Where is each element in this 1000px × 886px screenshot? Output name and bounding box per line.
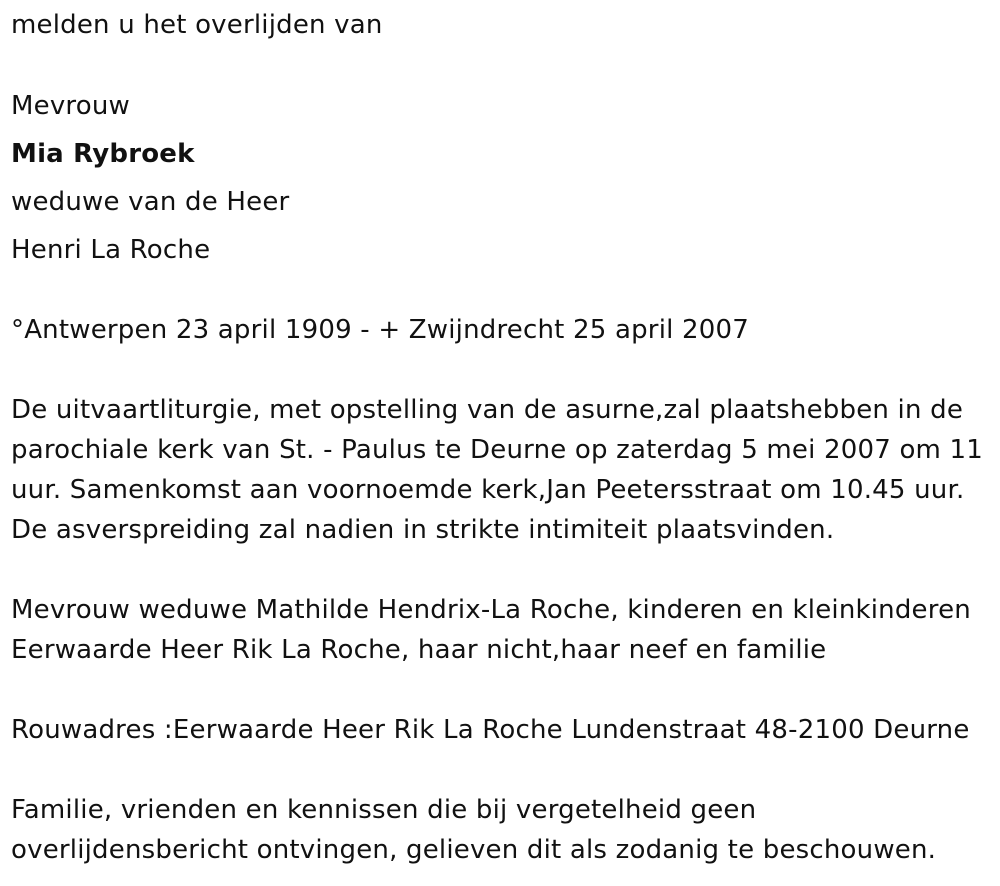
ceremony-line: uur. Samenkomst aan voornoemde kerk,Jan Peetersstraat om 10.45 uur.	[11, 475, 965, 505]
closing-line: overlijdensbericht ontvingen, gelieven dit als zodanig te beschouwen.	[11, 835, 937, 865]
deceased-name: Mia Rybroek	[11, 139, 195, 169]
family-line: Mevrouw weduwe Mathilde Hendrix-La Roche, kinderen en kleinkinderen	[11, 595, 971, 625]
spouse-name: Henri La Roche	[11, 235, 211, 265]
ceremony-line: De asverspreiding zal nadien in strikte intimiteit plaatsvinden.	[11, 515, 835, 545]
intro-text: melden u het overlijden van	[11, 10, 383, 40]
birth-death-dates: °Antwerpen 23 april 1909 - + Zwijndrecht 25 april 2007	[11, 315, 749, 345]
ceremony-line: parochiale kerk van St. - Paulus te Deurne op zaterdag 5 mei 2007 om 11	[11, 435, 984, 465]
salutation: Mevrouw	[11, 91, 130, 121]
mourning-address: Rouwadres :Eerwaarde Heer Rik La Roche Lundenstraat 48-2100 Deurne	[11, 715, 970, 745]
closing-line: Familie, vrienden en kennissen die bij vergetelheid geen	[11, 795, 757, 825]
family-line: Eerwaarde Heer Rik La Roche, haar nicht,haar neef en familie	[11, 635, 827, 665]
widow-of-text: weduwe van de Heer	[11, 187, 290, 217]
ceremony-line: De uitvaartliturgie, met opstelling van de asurne,zal plaatshebben in de	[11, 395, 964, 425]
